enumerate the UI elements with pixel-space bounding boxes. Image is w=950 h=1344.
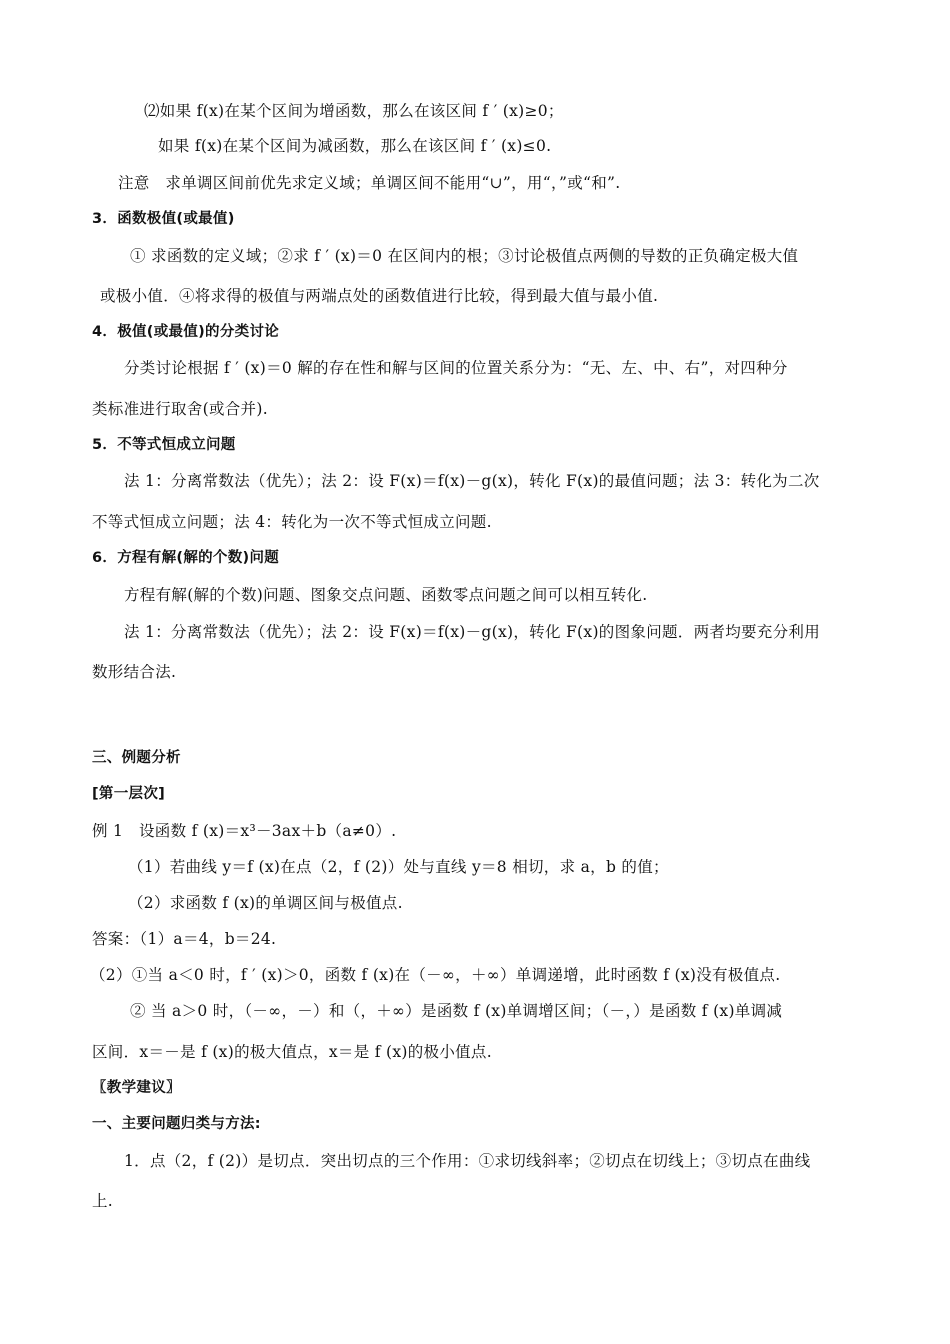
text-line: 上. [92, 1192, 114, 1210]
section-heading: 三、例题分析 [92, 750, 181, 766]
section-heading: 6．方程有解(解的个数)问题 [92, 550, 280, 566]
text-line: 法 1：分离常数法（优先）；法 2：设 F(x)＝f(x)－g(x)，转化 F(x)的图象问题．两者均要充分利用 [124, 623, 820, 641]
section-heading: 3．函数极值(或最值) [92, 211, 235, 227]
section-heading: 4．极值(或最值)的分类讨论 [92, 324, 280, 340]
section-heading: 5．不等式恒成立问题 [92, 437, 236, 453]
text-line: （1）若曲线 y＝f (x)在点（2，f (2)）处与直线 y＝8 相切，求 a，b 的值； [128, 858, 669, 876]
section-heading: 一、主要问题归类与方法: [92, 1116, 261, 1132]
text-line: ① 求函数的定义域；②求 f ′ (x)＝0 在区间内的根；③讨论极值点两侧的导数的正负确定极大值 [130, 247, 799, 265]
text-line: 1．点（2，f (2)）是切点．突出切点的三个作用：①求切线斜率；②切点在切线上；③切点在曲线 [124, 1152, 811, 1170]
text-line: 法 1：分离常数法（优先）；法 2：设 F(x)＝f(x)－g(x)，转化 F(x)的最值问题；法 3：转化为二次 [124, 472, 820, 490]
text-line: （2）①当 a＜0 时，f ′ (x)＞0，函数 f (x)在（－∞，＋∞）单调递增，此时函数 f (x)没有极值点. [90, 966, 781, 984]
text-line: 方程有解(解的个数)问题、图象交点问题、函数零点问题之间可以相互转化. [124, 586, 648, 604]
text-line: ⑵如果 f(x)在某个区间为增函数，那么在该区间 f ′ (x)≥0； [144, 102, 564, 120]
answer-line: 答案：（1）a＝4，b＝24. [92, 930, 277, 948]
text-line: 注意 求单调区间前优先求定义域；单调区间不能用“∪”，用“，”或“和”. [118, 174, 621, 192]
text-line: 如果 f(x)在某个区间为减函数，那么在该区间 f ′ (x)≤0. [158, 137, 552, 155]
text-line: （2）求函数 f (x)的单调区间与极值点. [128, 894, 403, 912]
text-line: 不等式恒成立问题；法 4：转化为一次不等式恒成立问题. [92, 513, 492, 531]
subsection-heading: [第一层次] [92, 786, 166, 802]
section-heading: 〖教学建议〗 [92, 1080, 181, 1096]
example-title: 例 1 设函数 f (x)＝x³－3ax＋b（a≠0）. [92, 822, 397, 840]
text-line: 区间．x＝－是 f (x)的极大值点，x＝是 f (x)的极小值点. [92, 1043, 492, 1061]
text-line: 分类讨论根据 f ′ (x)＝0 解的存在性和解与区间的位置关系分为：“无、左、中、右”，对四种分 [124, 359, 788, 377]
text-line: 数形结合法. [92, 663, 177, 681]
text-line: 或极小值．④将求得的极值与两端点处的函数值进行比较，得到最大值与最小值. [100, 287, 659, 305]
text-line: 类标准进行取舍(或合并). [92, 400, 268, 418]
text-line: ② 当 a＞0 时，（－∞，－）和（，＋∞）是函数 f (x)单调增区间；（－，）是函数 f (x)单调减 [130, 1002, 783, 1020]
